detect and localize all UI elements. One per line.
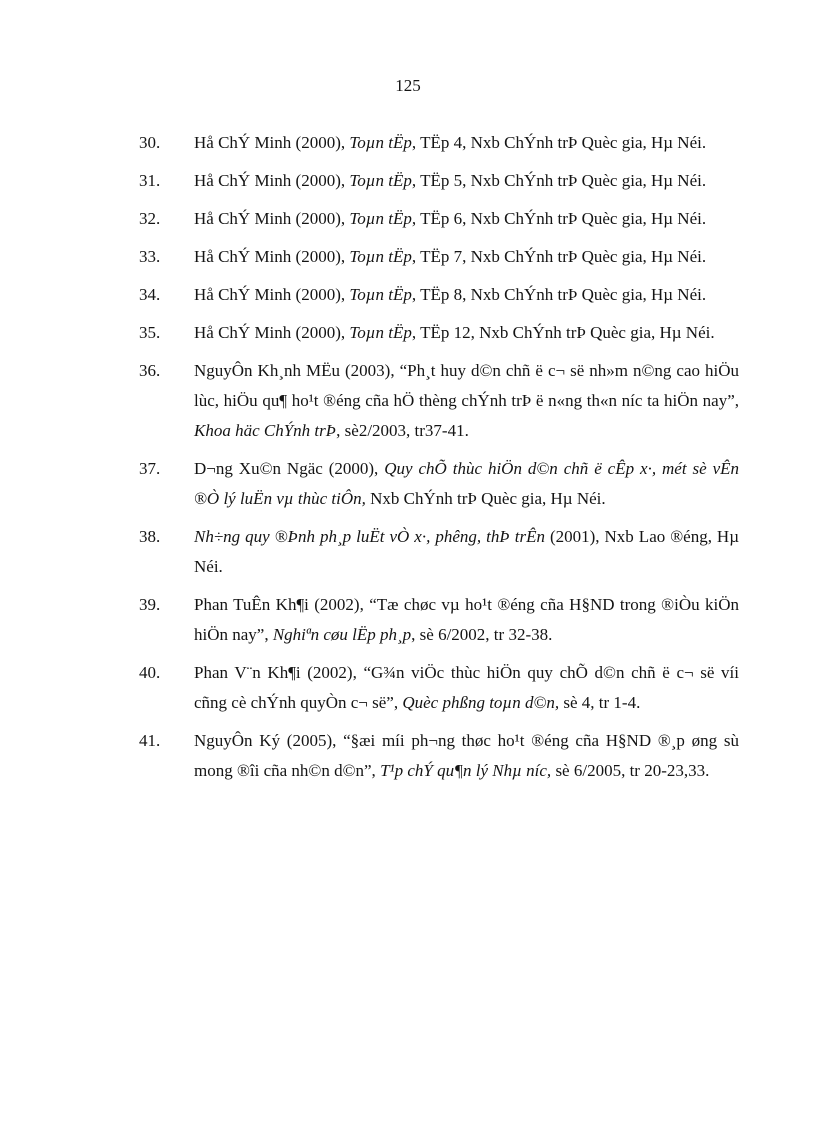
reference-title: T¹p chÝ qu¶n lý Nhµ níc, xyxy=(380,761,552,780)
reference-segment: Hå ChÝ Minh (2000), xyxy=(194,247,350,266)
reference-segment: , TËp 6, Nxb ChÝnh trÞ Quèc gia, Hµ Néi. xyxy=(411,209,707,228)
reference-number: 33. xyxy=(139,247,161,266)
reference-segment: Hå ChÝ Minh (2000), xyxy=(194,209,350,228)
reference-text xyxy=(194,590,739,650)
reference-text xyxy=(194,318,739,348)
reference-item xyxy=(139,318,739,348)
reference-text xyxy=(194,454,739,514)
reference-number: 36. xyxy=(139,361,161,380)
reference-segment: , TËp 4, Nxb ChÝnh trÞ Quèc gia, Hµ Néi. xyxy=(411,133,707,152)
reference-number: 40. xyxy=(139,663,161,682)
reference-text xyxy=(194,166,739,196)
reference-title: Toµn tËp xyxy=(349,171,412,190)
reference-title: Toµn tËp xyxy=(349,133,412,152)
reference-segment: D¬ng Xu©n Ngäc (2000), xyxy=(194,459,385,478)
reference-segment: , sè2/2003, tr37-41. xyxy=(336,421,469,440)
reference-segment: Nxb ChÝnh trÞ Quèc gia, Hµ Néi. xyxy=(365,489,606,508)
reference-item xyxy=(139,454,739,514)
reference-item xyxy=(139,522,739,582)
reference-title: Quèc phßng toµn d©n, xyxy=(402,693,560,712)
reference-number: 32. xyxy=(139,209,161,228)
reference-segment: , TËp 5, Nxb ChÝnh trÞ Quèc gia, Hµ Néi. xyxy=(411,171,707,190)
reference-number: 41. xyxy=(139,731,161,750)
reference-segment: Hå ChÝ Minh (2000), xyxy=(194,133,350,152)
reference-number: 38. xyxy=(139,527,161,546)
reference-text xyxy=(194,128,739,158)
reference-segment: , TËp 12, Nxb ChÝnh trÞ Quèc gia, Hµ Néi. xyxy=(411,323,715,342)
reference-item xyxy=(139,280,739,310)
reference-number: 30. xyxy=(139,133,161,152)
reference-segment: , TËp 7, Nxb ChÝnh trÞ Quèc gia, Hµ Néi. xyxy=(411,247,707,266)
reference-segment: Hå ChÝ Minh (2000), xyxy=(194,171,350,190)
reference-title: Nghiªn cøu lËp ph¸p xyxy=(272,625,412,644)
reference-number: 35. xyxy=(139,323,161,342)
reference-title: Toµn tËp xyxy=(349,247,412,266)
reference-segment: Phan TuÊn Kh¶i (2002), “Tæ chøc vµ ho¹t ®éng cña H§ND trong ®iÒu kiÖn hiÖn nay”, xyxy=(194,595,739,644)
reference-segment: NguyÔn Ký (2005), “§æi míi ph¬ng thøc ho¹t ®éng cña H§ND ®¸p øng sù mong ®îi cña nh©n d©n”, xyxy=(194,731,739,780)
reference-number: 31. xyxy=(139,171,161,190)
reference-item xyxy=(139,128,739,158)
reference-text xyxy=(194,522,739,582)
reference-item xyxy=(139,726,739,786)
reference-title: Toµn tËp xyxy=(349,285,412,304)
reference-title: Quy chÕ thùc hiÖn d©n chñ ë cÊp x·, mét sè vÊn ®Ò lý luËn vµ thùc tiÔn, xyxy=(194,459,740,508)
reference-list xyxy=(139,128,739,794)
reference-number: 34. xyxy=(139,285,161,304)
reference-segment: Phan V¨n Kh¶i (2002), “G¾n viÖc thùc hiÖn quy chÕ d©n chñ ë c¬ së víi cñng cè chÝnh quyÒn c¬ së”, xyxy=(194,663,739,712)
reference-item xyxy=(139,658,739,718)
reference-segment: sè 6/2005, tr 20-23,33. xyxy=(551,761,710,780)
reference-segment: sè 4, tr 1-4. xyxy=(559,693,641,712)
reference-text xyxy=(194,242,739,272)
reference-item xyxy=(139,166,739,196)
page-number: 125 xyxy=(395,76,421,95)
reference-segment: Hå ChÝ Minh (2000), xyxy=(194,285,350,304)
reference-number: 37. xyxy=(139,459,161,478)
reference-number: 39. xyxy=(139,595,161,614)
reference-text xyxy=(194,726,739,786)
reference-title: Toµn tËp xyxy=(349,209,412,228)
reference-segment: , sè 6/2002, tr 32-38. xyxy=(411,625,553,644)
reference-title: Khoa häc ChÝnh trÞ xyxy=(194,421,337,440)
reference-segment: (2001), Nxb Lao ®éng, Hµ Néi. xyxy=(194,527,740,576)
reference-item xyxy=(139,204,739,234)
reference-text xyxy=(194,658,739,718)
reference-segment: Hå ChÝ Minh (2000), xyxy=(194,323,350,342)
reference-item xyxy=(139,356,739,446)
reference-text xyxy=(194,356,739,446)
reference-item xyxy=(139,590,739,650)
reference-text xyxy=(194,204,739,234)
reference-item xyxy=(139,242,739,272)
reference-title: Toµn tËp xyxy=(349,323,412,342)
reference-title: Nh÷ng quy ®Þnh ph¸p luËt vÒ x·, phêng, thÞ trÊn xyxy=(194,527,545,546)
reference-segment: NguyÔn Kh¸nh MËu (2003), “Ph¸t huy d©n chñ ë c¬ së nh»m n©ng cao hiÖu lùc, hiÖu qu¶ ho¹t ®éng cña hÖ thèng chÝnh trÞ ë n«ng th«n níc ta hiÖn nay”, xyxy=(194,361,739,410)
reference-segment: , TËp 8, Nxb ChÝnh trÞ Quèc gia, Hµ Néi. xyxy=(411,285,707,304)
reference-text xyxy=(194,280,739,310)
